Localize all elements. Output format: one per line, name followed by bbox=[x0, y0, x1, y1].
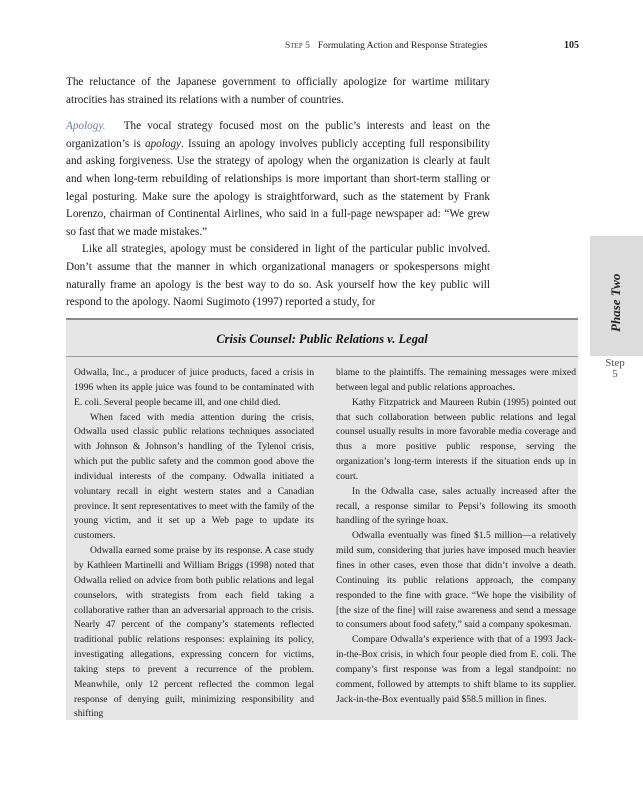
box-title: Crisis Counsel: Public Relations v. Legal bbox=[216, 332, 428, 346]
box-paragraph: Odwalla earned some praise by its response. A case study by Kathleen Martinelli and William Briggs (1998) noted that Odwalla relied on advice from both public relations and legal counselors, with strategists from each field taking a collaborative rather than an adversarial approach to the crisis. Nearly 47 percent of the company’s statements reflected traditional public relations responses: explaining its policy, investigating allegations, expressing concern for victims, taking steps to prevent a recurrence of the problem. Meanwhile, only 12 percent reflected the common legal response of denying guilt, minimizing responsibility and shifting bbox=[74, 545, 314, 720]
box-paragraph: Odwalla, Inc., a producer of juice products, faced a crisis in 1996 when its apple juice was found to be contaminated with E. coli. Several people became ill, and one child died. bbox=[74, 367, 314, 408]
box-left-column bbox=[74, 366, 314, 722]
box-paragraph: In the Odwalla case, sales actually increased after the recall, a response similar to Pepsi’s following its smooth handling of the syringe hoax. bbox=[336, 485, 576, 527]
phase-label: Phase Two bbox=[608, 273, 623, 332]
main-text bbox=[66, 74, 490, 312]
step-number: 5 bbox=[612, 368, 618, 380]
running-head-step: Step 5 bbox=[285, 41, 310, 51]
running-head bbox=[285, 40, 579, 51]
box-divider bbox=[66, 356, 578, 357]
page-number: 105 bbox=[564, 40, 579, 51]
box-paragraph: Kathy Fitzpatrick and Maureen Rubin (1995) pointed out that such collaboration between public relations and legal counsel usually results in more favorable media coverage and thus a more positive public response, serving the organization’s long-term interests if the situation ends up in court. bbox=[336, 396, 576, 482]
intro-paragraph: The reluctance of the Japanese government to officially apologize for wartime military atrocities has strained its relations with a number of countries. bbox=[66, 76, 490, 106]
apology-heading: Apology. bbox=[66, 120, 106, 133]
crisis-counsel-box bbox=[66, 318, 578, 720]
apology-paragraph bbox=[66, 118, 490, 241]
box-paragraph: Odwalla eventually was fined $1.5 million—a relatively mild sum, considering that juries have imposed much heavier fines in other cases, even those that didn’t involve a death. Continuing its public relations approach, the company responded to the fine with grace. “We hope the visibility of [the size of the fine] will raise awareness and send a message to consumers about food safety,” said a company spokesman. bbox=[336, 530, 576, 631]
running-head-title bbox=[285, 41, 487, 51]
phase-tab bbox=[590, 236, 643, 356]
box-paragraph: When faced with media attention during the crisis, Odwalla used classic public relations techniques associated with Johnson & Johnson’s handling of the Tylenol crisis, which put the public safety and the common good above the individual interests of the company. Odwalla initiated a voluntary recall in eight western states and a Canadian province. It sent representatives to meet with the family of the young victim, and it set up a Web page to update its customers. bbox=[74, 411, 314, 542]
box-paragraph: blame to the plaintiffs. The remaining messages were mixed between legal and public relations approaches. bbox=[336, 367, 576, 393]
apology-term: apology bbox=[144, 137, 182, 150]
like-all-strategies-paragraph: Like all strategies, apology must be considered in light of the particular public involved. Don’t assume that the manner in which organizational managers or spokespersons might naturally frame an apology is the best way to do so. Ask yourself how the key public will respond to the apology. Naomi Sugimoto (1997) reported a study, for bbox=[66, 243, 490, 309]
running-head-chapter: Formulating Action and Response Strategies bbox=[317, 41, 488, 51]
box-paragraph: Compare Odwalla’s experience with that of a 1993 Jack-in-the-Box crisis, in which four people died from E. coli. The company’s first response was from a legal standpoint: no comment, followed by attempts to shift blame to its supplier. Jack-in-the-Box eventually paid $58.5 million in fines. bbox=[336, 634, 576, 705]
box-right-column bbox=[336, 366, 576, 707]
apology-text-b: . Issuing an apology involves publicly accepting full responsibility and asking forgiveness. Use the strategy of apology when the organization is clearly at fault and when long-term rebuilding of relationships is more important than short-term stalling or legal posturing. Make sure the apology is straightforward, such as the statement by Frank Lorenzo, chairman of Continental Airlines, who said in a full-page newspaper ad: “We grew so fast that we made mistakes.” bbox=[66, 137, 490, 238]
step-word: Step bbox=[605, 357, 625, 369]
apology-text-a: The vocal strategy focused most on the public’s interests and least on the organization’s is bbox=[66, 120, 490, 150]
step-marker bbox=[600, 358, 630, 380]
